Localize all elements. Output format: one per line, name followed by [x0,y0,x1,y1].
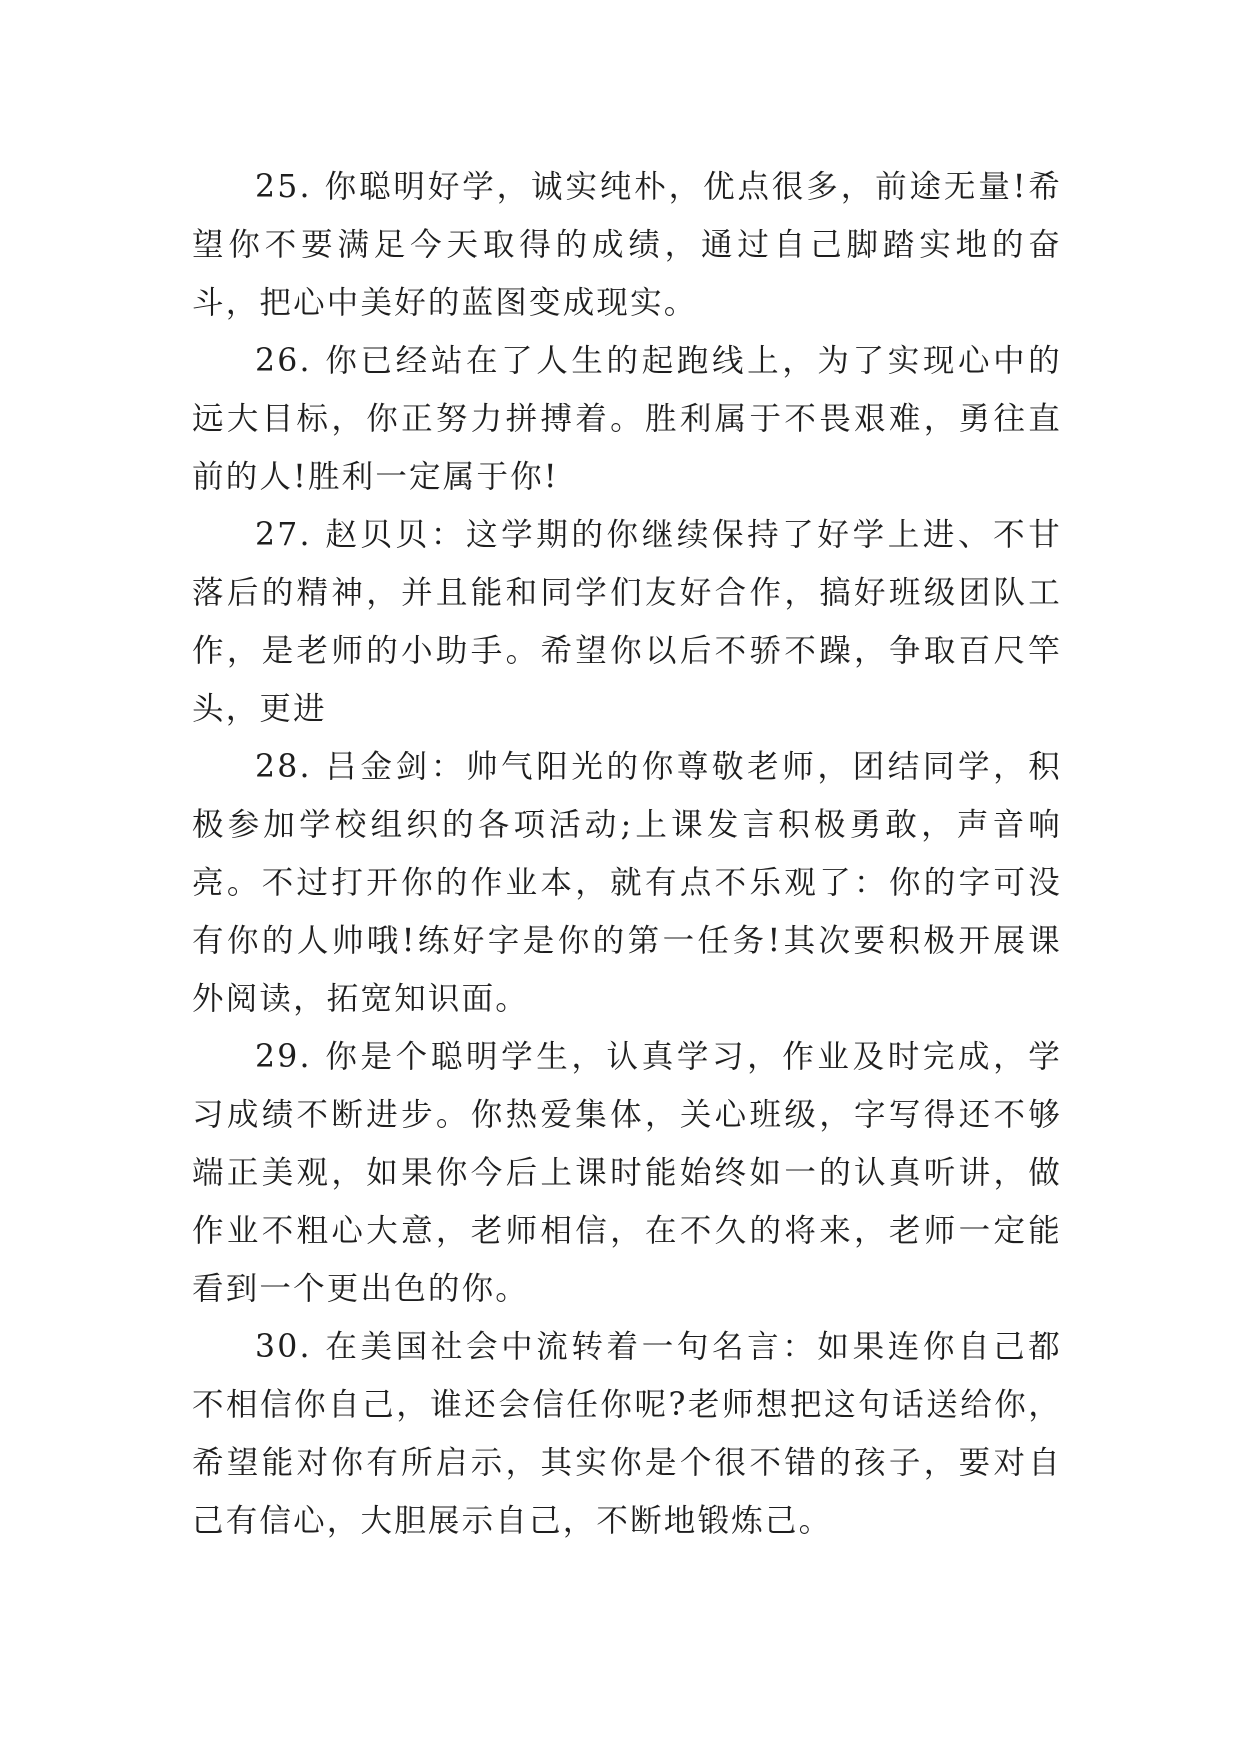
comment-paragraph-29 [192,1028,1062,1318]
paragraph-text: 赵贝贝：这学期的你继续保持了好学上进、不甘落后的精神，并且能和同学们友好合作，搞好班级团队工作，是老师的小助手。希望你以后不骄不躁，争取百尺竿头，更进 [192,517,1063,727]
paragraph-text: 你已经站在了人生的起跑线上，为了实现心中的远大目标，你正努力拼搏着。胜利属于不畏艰难，勇往直前的人!胜利一定属于你! [192,343,1063,495]
paragraph-text: 在美国社会中流转着一句名言：如果连你自己都不相信你自己，谁还会信任你呢?老师想把这句话送给你，希望能对你有所启示，其实你是个很不错的孩子，要对自己有信心，大胆展示自己，不断地锻炼己。 [192,1329,1063,1539]
paragraph-number: 27. [255,517,312,553]
paragraph-text: 吕金剑：帅气阳光的你尊敬老师，团结同学，积极参加学校组织的各项活动;上课发言积极勇敢，声音响亮。不过打开你的作业本，就有点不乐观了：你的字可没有你的人帅哦!练好字是你的第一任务!其次要积极开展课外阅读，拓宽知识面。 [192,749,1063,1017]
paragraph-number: 28. [255,749,312,785]
comment-paragraph-25 [192,158,1062,332]
comment-paragraph-27 [192,506,1062,738]
paragraph-number: 30. [255,1329,312,1365]
comment-paragraph-30 [192,1318,1062,1550]
paragraph-number: 29. [255,1039,312,1075]
document-body [192,158,1062,1550]
comment-paragraph-28 [192,738,1062,1028]
comment-paragraph-26 [192,332,1062,506]
paragraph-number: 25. [255,169,312,205]
paragraph-text: 你是个聪明学生，认真学习，作业及时完成，学习成绩不断进步。你热爱集体，关心班级，字写得还不够端正美观，如果你今后上课时能始终如一的认真听讲，做作业不粗心大意，老师相信，在不久的将来，老师一定能看到一个更出色的你。 [192,1039,1063,1307]
paragraph-text: 你聪明好学，诚实纯朴，优点很多，前途无量!希望你不要满足今天取得的成绩，通过自己脚踏实地的奋斗，把心中美好的蓝图变成现实。 [192,169,1062,321]
paragraph-number: 26. [255,343,312,379]
